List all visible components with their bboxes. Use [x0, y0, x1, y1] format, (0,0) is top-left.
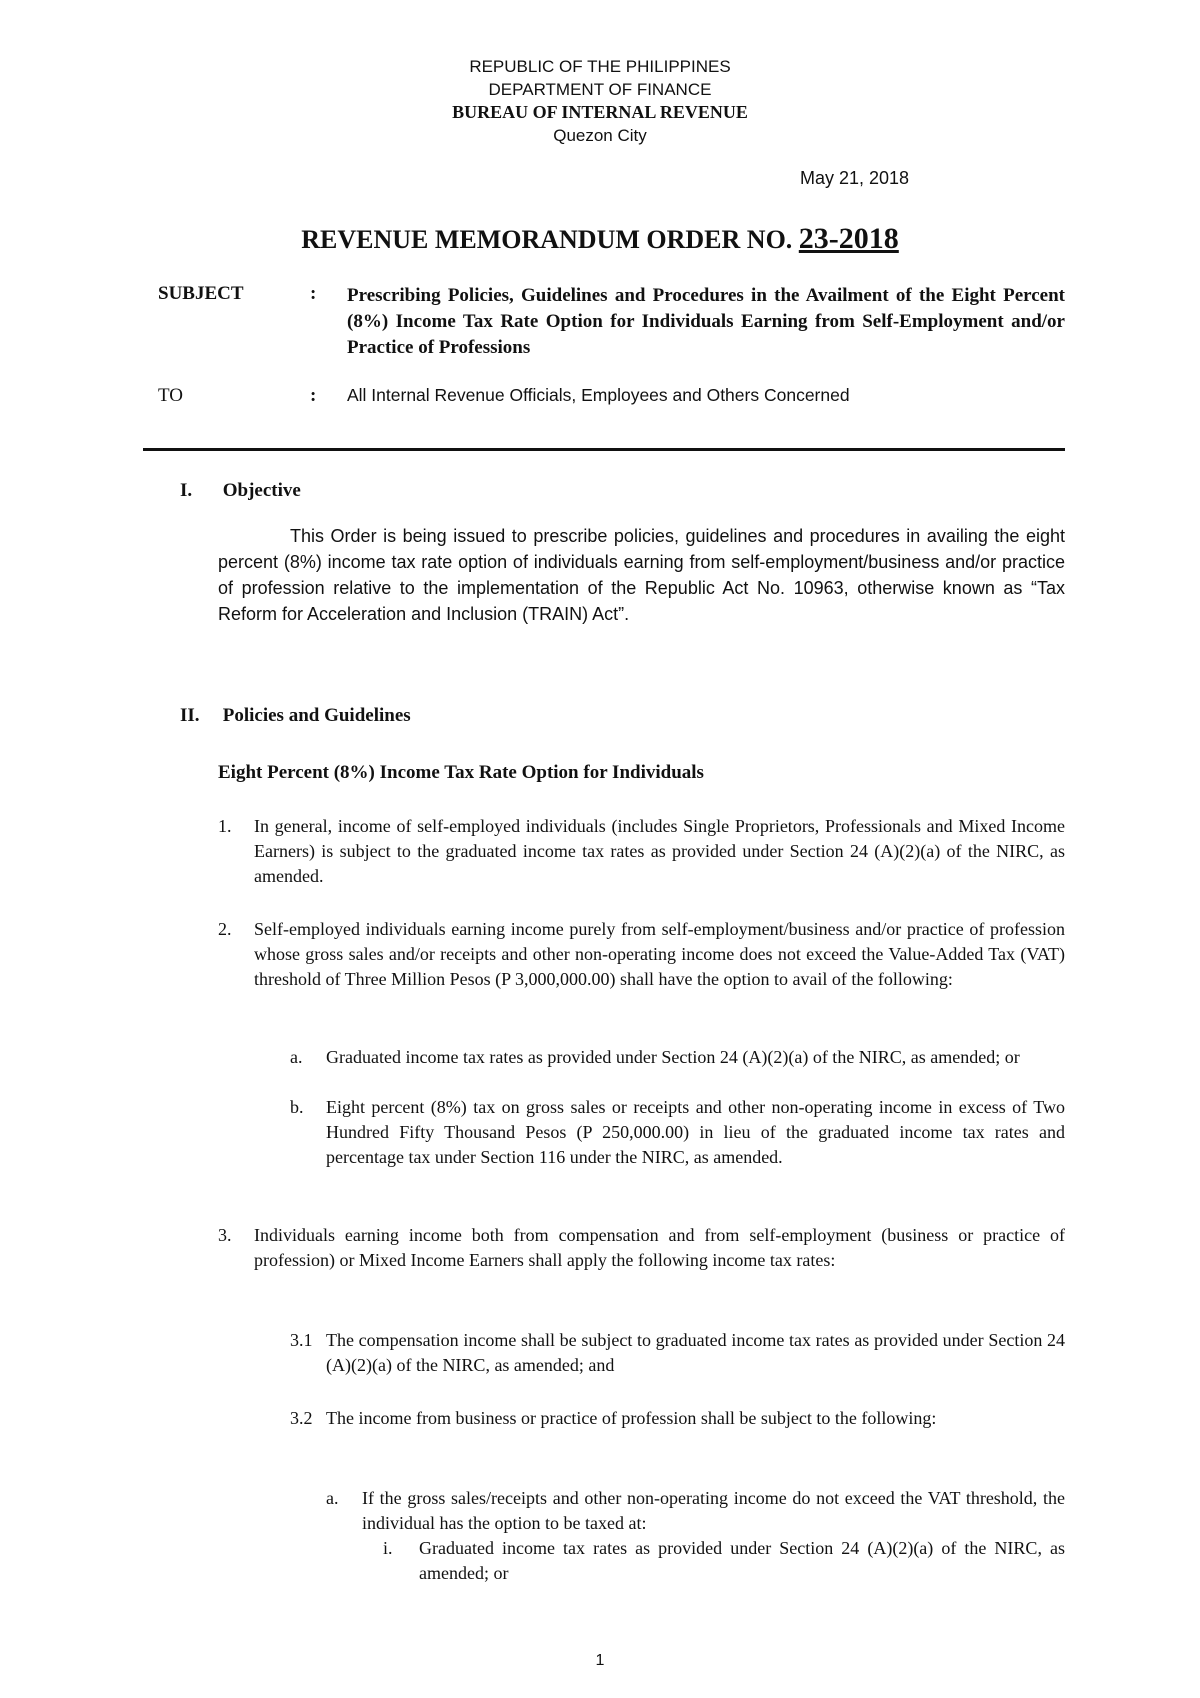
- list-item-number: 3.: [218, 1225, 232, 1245]
- header-divider: [143, 448, 1065, 451]
- list-item-text: Individuals earning income both from compensation and from self-employment (business or practice of profession) or Mixed Income Earners shall apply the following income tax rates:: [254, 1225, 1065, 1270]
- order-title: [0, 222, 1200, 256]
- section-title: Policies and Guidelines: [222, 705, 411, 726]
- nested-list-item-text: If the gross sales/receipts and other non-operating income do not exceed the VAT threshold, the individual has the option to be taxed at:: [362, 1488, 1065, 1533]
- section-number: I.: [180, 480, 193, 501]
- sub-list-item: [290, 1328, 1065, 1378]
- section-number: II.: [180, 705, 200, 726]
- sub-list-item: [290, 1095, 1065, 1195]
- to-colon: :: [310, 385, 317, 406]
- sub-list-item-text: Eight percent (8%) tax on gross sales or receipts and other non-operating income in excess of Two Hundred Fifty Thousand Pesos (P 250,000.00) in lieu of the graduated income tax rates and percentage tax under Section 116 under the NIRC, as amended.: [326, 1097, 1065, 1167]
- subject-colon: :: [310, 283, 317, 304]
- nested-list-item: [383, 1536, 1065, 1586]
- sub-list-item-letter: b.: [290, 1097, 304, 1117]
- page-number: 1: [595, 1652, 605, 1669]
- sub-list-item-number: 3.2: [290, 1408, 313, 1428]
- subject-text: Prescribing Policies, Guidelines and Procedures in the Availment of the Eight Percent (8%) Income Tax Rate Option for Individuals Earning from Self-Employment and/or Practice of Professions: [347, 285, 1065, 358]
- document-date: May 21, 2018: [800, 168, 910, 188]
- section-title: Objective: [222, 480, 301, 501]
- to-label: TO: [158, 385, 183, 406]
- list-item-text: Self-employed individuals earning income purely from self-employment/business and/or practice of profession whose gross sales and/or receipts and other non-operating income does not exceed the Value-Added Tax (VAT) threshold of Three Million Pesos (P 3,000,000.00) shall have the option to avail of the following:: [254, 919, 1065, 989]
- header-department: DEPARTMENT OF FINANCE: [488, 80, 712, 99]
- nested-list-item-text: Graduated income tax rates as provided under Section 24 (A)(2)(a) of the NIRC, as amended; or: [419, 1538, 1065, 1583]
- nested-list-item-letter: a.: [326, 1488, 339, 1508]
- nested-list-item-numeral: i.: [383, 1538, 393, 1558]
- list-item: [218, 1223, 1065, 1298]
- order-number: 23-2018: [798, 222, 899, 255]
- list-item: [218, 917, 1065, 1017]
- sub-list-item-text: The income from business or practice of profession shall be subject to the following:: [326, 1408, 937, 1428]
- subheading: Eight Percent (8%) Income Tax Rate Option for Individuals: [218, 762, 704, 783]
- sub-list-item: [290, 1406, 1065, 1456]
- list-item-number: 2.: [218, 919, 232, 939]
- sub-list-item-letter: a.: [290, 1047, 303, 1067]
- objective-paragraph: This Order is being issued to prescribe policies, guidelines and procedures in availing the eight percent (8%) income tax rate option of individuals earning from self-employment/business and/or practice of profession relative to the implementation of the Republic Act No. 10963, otherwise known as “Tax Reform for Acceleration and Inclusion (TRAIN) Act”.: [218, 526, 1065, 624]
- section-objective-heading: [180, 480, 301, 502]
- sub-list-item-number: 3.1: [290, 1330, 313, 1350]
- order-prefix: REVENUE MEMORANDUM ORDER NO.: [301, 225, 793, 254]
- sub-list-item-text: The compensation income shall be subject to graduated income tax rates as provided under Section 24 (A)(2)(a) of the NIRC, as amended; and: [326, 1330, 1065, 1375]
- header-city: Quezon City: [553, 126, 647, 145]
- list-item: [218, 814, 1065, 889]
- sub-list-item-text: Graduated income tax rates as provided under Section 24 (A)(2)(a) of the NIRC, as amended; or: [326, 1047, 1020, 1067]
- nested-list-item: [326, 1486, 1065, 1536]
- list-item-text: In general, income of self-employed individuals (includes Single Proprietors, Professionals and Mixed Income Earners) is subject to the graduated income tax rates as provided under Section 24 (A)(2)(a) of the NIRC, as amended.: [254, 816, 1065, 886]
- sub-list-item: [290, 1045, 1065, 1095]
- header-republic: REPUBLIC OF THE PHILIPPINES: [469, 57, 731, 76]
- section-policies-heading: [180, 705, 411, 727]
- list-item-number: 1.: [218, 816, 232, 836]
- subject-label: SUBJECT: [158, 283, 244, 304]
- to-text: All Internal Revenue Officials, Employees and Others Concerned: [347, 385, 850, 405]
- header-bureau: BUREAU OF INTERNAL REVENUE: [452, 102, 748, 122]
